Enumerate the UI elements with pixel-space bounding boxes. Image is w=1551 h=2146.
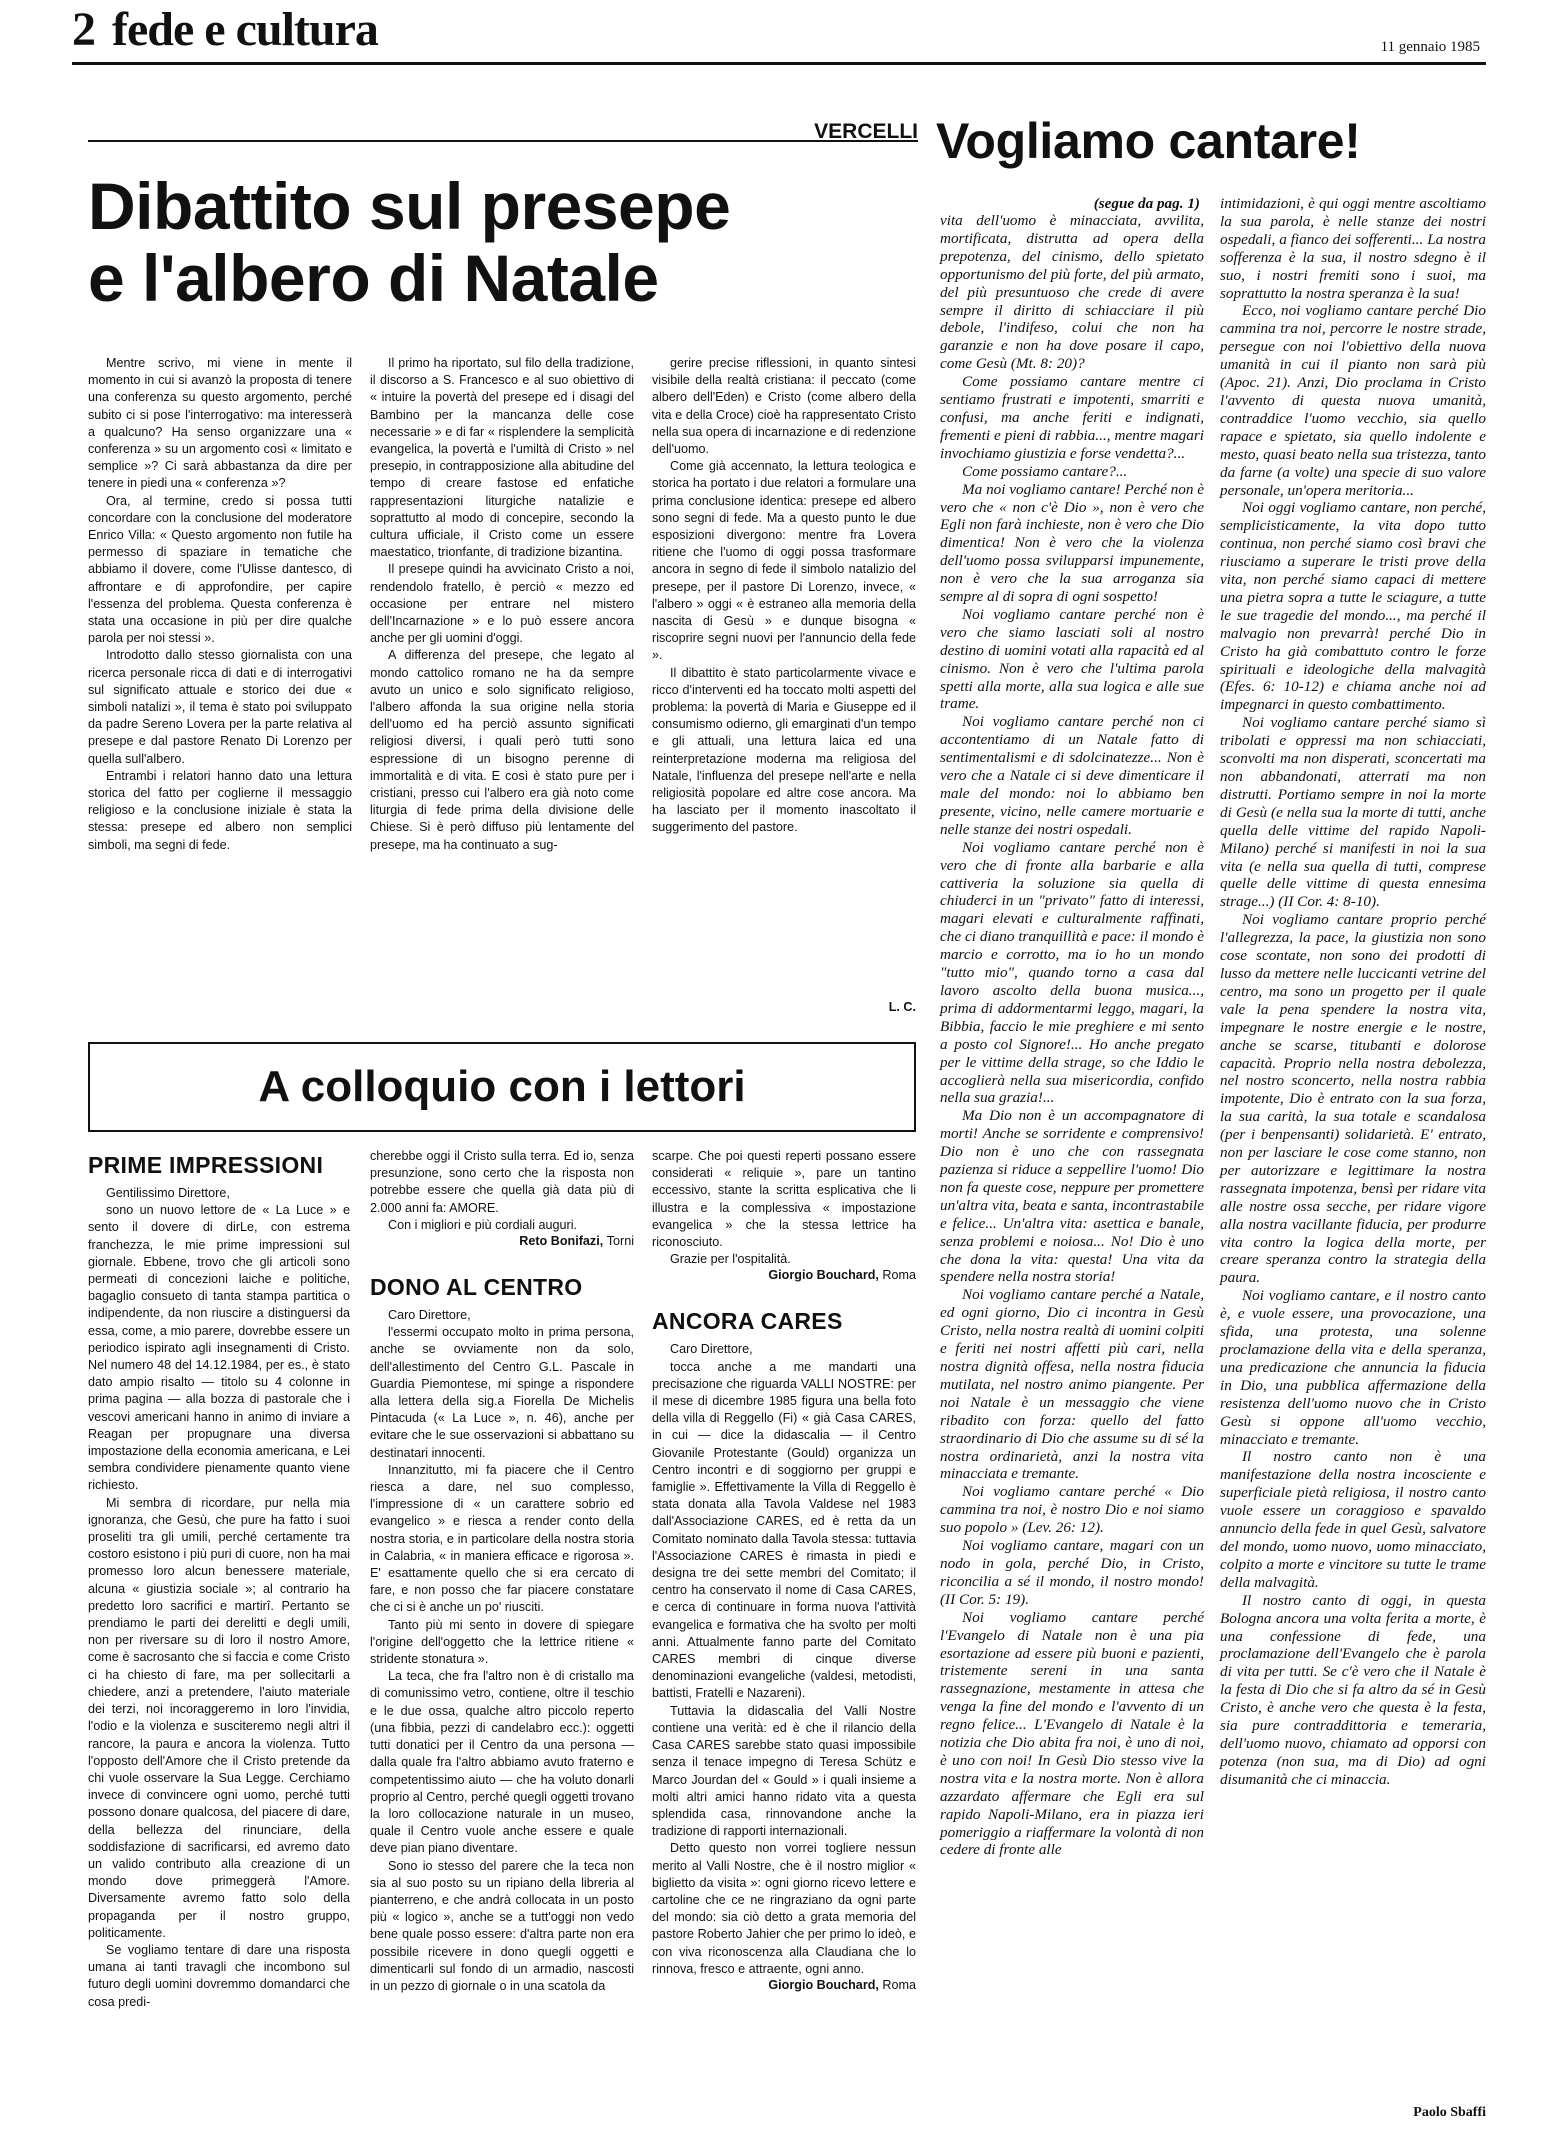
paragraph: Ecco, noi vogliamo cantare perché Dio cammina tra noi, percorre le nostre strade, persegue con noi l'obiettivo della nuova umanità in cui il pianto non sarà più (Apoc. 21). Anzi, Dio proclama in Cristo l'avvento di questa nuova umanità, contraddice l'uomo vecchio, sia quello rapace e spietato, sia quello indolente e mesto, quasi beato nella sua tristezza, tanto da farne (a volte) una specie di suo valore personale, un'opera meritoria...: [1220, 302, 1486, 499]
issue-date: 11 gennaio 1985: [1380, 39, 1480, 55]
paragraph: La teca, che fra l'altro non è di cristallo ma di comunissimo vetro, contiene, oltre il teschio e le due ossa, qualche altro piccolo reperto (una fibbia, pezzi di candelabro ecc.): oggetti tutti donatici per il Centro da una persona — dalla quale fra l'altro abbiamo avuto fraterno e competentissimo aiuto — che ha voluto donarli proprio al Centro, perché quegli oggetti trovano la loro collocazione naturale in un museo, quale il Centro vuole anche essere e quale deve pian piano diventare.: [370, 1669, 634, 1856]
paragraph: Introdotto dallo stesso giornalista con una ricerca personale ricca di dati e di interrogativi sul significato attuale e storico dei due « simboli natalizi », il tema è stato poi sviluppato da padre Sereno Lovera per la parte relativa al presepe e dal pastore Renato Di Lorenzo per quella sull'albero.: [88, 648, 352, 766]
paragraph: Noi vogliamo cantare perché non ci accontentiamo di un Natale fatto di sentimentalismi e di sdolcinatezze... Non è vero che a Natale ci si deve dimenticare il male del mondo: noi lo abbiamo ben presente, vicino, nelle camere mortuarie e nelle stanze dei nostri ospedali.: [940, 713, 1204, 838]
salutation: Gentilissimo Direttore,: [106, 1186, 230, 1200]
paragraph: sono un nuovo lettore de « La Luce » e sento il dovere di dirLe, con estrema franchezza, le mie prime impressioni sul giornale. Ebbene, trovo che gli articoli sono permeati di concezioni laiche e politiche, bagaglio consueto di tanta stampa partitica o indipendente, da non riuscire a distinguersi da essa, come, a mio parere, dovrebbe essere un periodico ispirato agli insegnamenti di Cristo. Nel numero 48 del 14.12.1984, per es., è stato dato ampio risalto — titolo su 4 colonne in prima pagina — alla bozza di pastorale che i vescovi americani hanno in animo di inviare a Reagan per propugnare una diversa impostazione della economia americana, e Lei sembra condividere pienamente quanto viene richiesto.: [88, 1203, 350, 1493]
paragraph: Il dibattito è stato particolarmente vivace e ricco d'interventi ed ha toccato molti aspetti del problema: la povertà di Maria e Giuseppe ed il consumismo odierno, gli emarginati d'un tempo e gli attuali, una lettura laica ed una reinterpretazione moderna ma religiosa del Natale, l'influenza del presepe nell'arte e nella religiosità popolare ed altre cose ancora. Ma ha lasciato per il momento inascoltato il suggerimento del pastore.: [652, 665, 916, 835]
paragraph: Sono io stesso del parere che la teca non sia al suo posto su un ripiano della libreria al pianterreno, e che andrà collocata in un posto più « logico », anche se a tutt'oggi non vedo bene quale posso essere: d'altra parte non era possibile ricevere in dono quegli oggetti e dimenticarli sul fondo di un armadio, nascosti in un pezzo di giornale o in una scatola da: [370, 1858, 634, 1993]
paragraph: Con i migliori e più cordiali auguri.: [388, 1217, 577, 1232]
paragraph: Grazie per l'ospitalità.: [670, 1252, 791, 1267]
paragraph: Noi vogliamo cantare perché siamo sì tribolati e oppressi ma non schiacciati, sconvolti ma non disperati, sconcertati ma non abbandonati, atterrati ma non distrutti. Portiamo sempre in noi la morte di Gesù (e nella sua la morte di tutti, anche quella delle vittime del rapido Napoli-Milano) perché si manifesti in noi la sua vita (e nella sua quella di tutti, comprese quelle delle vittime di questa ennesima strage...) (II Cor. 4: 8-10).: [1220, 714, 1486, 911]
section-heading: PRIME IMPRESSIONI: [88, 1152, 324, 1178]
article-column-1: [88, 355, 352, 854]
signature-city: Roma: [882, 1977, 916, 1992]
paragraph: Noi vogliamo cantare perché non è vero che di fronte alla barbarie e alla cattiveria la soluzione sia quella di chiuderci in un "privato" fatto di interessi, magari elevati e culturalmente raffinati, che ci diano tranquillità e pace: il mondo è marcio e corrotto, ma io ho un mondo "tutto mio", quando torno a casa dal lavoro ascolto della buona musica..., prima di addormentarmi leggo, magari, la Bibbia, faccio le mie preghiere e mi sento a posto col Signore!... Ho anche pregato per le vittime della strage, so che Iddio le accoglierà nella sua misericordia, confido nella sua grazia!...: [940, 838, 1204, 1107]
section-title: fede e cultura: [112, 3, 378, 56]
paragraph: Tanto più mi sento in dovere di spiegare l'origine dell'oggetto che la lettrice ritiene « stridente stonatura ».: [370, 1617, 634, 1667]
letter-body: [370, 1148, 634, 1234]
letter-body: [652, 1341, 916, 1978]
paragraph: Noi vogliamo cantare, magari con un nodo in gola, perché Dio, in Cristo, riconcilia a sé il mondo, il nostro mondo! (II Cor. 5: 19).: [940, 1537, 1204, 1608]
paragraph: A differenza del presepe, che legato al mondo cattolico romano ne ha da sempre avuto un unico e solo significato religioso, l'albero affonda la sua origine nella storia dell'uomo ed ha perciò assunto significati religiosi diversi, i quali però tutti sono espressione di un bisogno perenne di immortalità e di vita. E così è stato pure per i cristiani, presso cui l'albero era già noto come liturgia di fede prima della divisione delle Chiese. Si è però diffuso più lentamente del presepe, ma ha continuato a sug-: [370, 648, 634, 852]
article-column-3: [652, 355, 916, 837]
paragraph: Noi vogliamo cantare perché non è vero che siamo lasciati soli al nostro destino di uomini votati alla rapacità ed al cinismo. Non è vero che l'ultima parola spetti alla morte, alla sua logica e alle sue trame.: [940, 605, 1204, 713]
paragraph: Noi vogliamo cantare perché l'Evangelo di Natale non è una pia esortazione ad essere più buoni e pazienti, tristemente sereni in una santa rassegnazione, mestamente in attesa che venga la fine del mondo e l'avvento di un regno felice... L'Evangelo di Natale è la notizia che Dio abita fra noi, è uno di noi, è uno con noi! In Gesù Dio stesso vive la nostra vita e la nostra morte. Non è allora azzardato affermare che Egli era sul rapido Napoli-Milano, era in piazza ieri pomeriggio a riaffermare la volontà di non cedere di fronte alle: [940, 1608, 1204, 1859]
paragraph: l'essermi occupato molto in prima persona, anche se ovviamente non da solo, dell'allestimento del Centro G.L. Pascale in Guardia Piemontese, mi spinge a rispondere alla lettera della sig.a Fiorella De Michelis Pintacuda (« La Luce », n. 46), anche per evitare che le sue osservazioni si abbattano su destinatari innocenti.: [370, 1325, 634, 1460]
paragraph: Come già accennato, la lettura teologica e storica ha portato i due relatori a formulare una prima conclusione identica: presepe ed albero sono segni di fede. Ma a questo punto le due esposizioni divergono: mentre fra Lovera ritiene che l'uomo di oggi possa trasformare ancora in segno di fede il simbolo natalizio del presepe, per il pastore Di Lorenzo, invece, « l'albero » oggi « è estraneo alla memoria della nascita di Gesù » e dunque bisogna « riscoprire segni nuovi per l'annuncio della fede ».: [652, 459, 916, 663]
paragraph: Detto questo non vorrei togliere nessun merito al Valli Nostre, che è il nostro miglior « biglietto da visita »: ogni giorno ricevo lettere e cartoline che ce ne ringraziano da ogni parte del mondo: sia ciò detto a grata memoria del pastore Roberto Jahier che per primo lo ideò, e con viva riconoscenza alla Claudiana che lo rinnova, fresco e attraente, ogni anno.: [652, 1841, 916, 1976]
paragraph: Il nostro canto di oggi, in questa Bologna ancora una volta ferita a morte, è una confessione di fede, una proclamazione dell'Evangelo che è parola di vita per tutti. Se c'è vero che il Natale è la festa di Dio che si fa altro da sé in Gesù Cristo, è anche vero che questa è la festa, sia pure contraddittoria e temeraria, dell'uomo nuovo, chiamato ad opporsi con potenza (non sua, ma di Dio) ad ogni disumanità che ci minaccia.: [1220, 1591, 1486, 1788]
article-top-rule: [88, 140, 918, 142]
continued-note: (segue da pag. 1): [1093, 195, 1200, 212]
page-number: 2: [72, 3, 96, 56]
signature-city: Torni: [606, 1234, 634, 1249]
paragraph: Il primo ha riportato, sul filo della tradizione, il discorso a S. Francesco e al suo obiettivo di « intuire la povertà del presepe ed i disagi del Bambino per la mancanza delle cose necessarie » e di far « risplendere la semplicità evangelica, la povertà e l'umiltà di Cristo » nel presepio, in contrapposizione alla abitudine del tempo di creare fastose ed enfatiche rappresentazioni liturgiche natalizie e soprattutto al modo di concepire, secondo la cultura ufficiale, il Cristo come un essere maestatico, trionfante, di tradizione bizantina.: [370, 356, 634, 560]
article-title-line2: e l'albero di Natale: [88, 241, 659, 315]
paragraph: Ora, al termine, credo si possa tutti concordare con la conclusione del moderatore Enrico Villa: « Questo argomento non futile ha permesso di spaziare in tematiche che abbiamo il dovere, come l'Ulisse dantesco, di affrontare e di approfondire, per capire l'essenza del problema. Questa conferenza è stata una occasione in più per dire qualche parola per noi stessi ».: [88, 493, 352, 646]
paragraph: gerire precise riflessioni, in quanto sintesi visibile della realtà cristiana: il peccato (come albero dell'Eden) e Cristo (come albero della vita e della Croce) cioè ha rappresentato Cristo nella sua opera di incarnazione e di redenzione dell'uomo.: [652, 356, 916, 457]
paragraph: Noi oggi vogliamo cantare, non perché, semplicisticamente, la vita dopo tutto continua, non perché siamo così bravi che riusciamo a superare le tristi prove della vita, non perché siamo capaci di mettere una pietra sopra a tutte le sciagure, a tutte le sue tragedie del mondo..., ma perché il malvagio non prevarrà! perché Dio in Cristo ha già combattuto contro le forze spirituali e ideologiche della malvagità (Efes. 6: 10-12) e chiama anche noi ad impegnarci in questo combattimento.: [1220, 499, 1486, 714]
signature-name: Giorgio Bouchard: [768, 1268, 876, 1283]
paragraph: cherebbe oggi il Cristo sulla terra. Ed io, senza presunzione, sono certo che la risposta non potrebbe essere che quella già data più di 2.000 anni fa: AMORE.: [370, 1149, 634, 1215]
signature-name: Reto Bonifazi: [519, 1234, 600, 1249]
letter-signature: Giorgio Bouchard, Roma: [768, 1268, 916, 1283]
paragraph: Ma noi vogliamo cantare! Perché non è vero che « non c'è Dio », non è vero che Egli non farà inchieste, non è vero che Dio dimentica! Non è vero che la violenza dell'uomo possa svilupparsi impunemente, non è vero che la sua arroganza sia sempre al di sopra di ogni sospetto!: [940, 480, 1204, 606]
paragraph: Come possiamo cantare mentre ci sentiamo frustrati e impotenti, smarriti e confusi, ma anche feriti e indignati, frementi e pieni di rabbia..., mentre magari invochiamo giustizia e forse vendetta?...: [940, 373, 1204, 462]
right-article-title: Vogliamo cantare!: [936, 113, 1361, 169]
letters-column-1: [88, 1152, 350, 2011]
paragraph: Innanzitutto, mi fa piacere che il Centro riesca a dare, nel suo complesso, l'impressione di « un carattere sobrio ed evangelico » e riesca a render conto della nostra storia, e in particolare della nostra storia in Calabria, « in maniera efficace e rigorosa ». E' esattamente quello che si era cercato di fare, e non posso che far piacere constatare che ci si è anche un po' riusciti.: [370, 1462, 634, 1615]
paragraph: Noi vogliamo cantare proprio perché l'allegrezza, la pace, la giustizia non sono cose scontate, non sono dei prodotti di lusso da mettere nelle luccicanti vetrine del centro, ma sono un progetto per il quale vale la pena spendere la nostra vita, impegnare le nostre energie e le nostre, anche se scarse, titubanti e dolorose capacità. Proprio nella nostra debolezza, nel nostro sconcerto, nella nostra rabbia impotente, Dio è entrato con la sua forza, la sua carità, la sua totale e scandalosa (per i benpensanti) solidarietà. E' entrato, non per lasciare le cose come stanno, non per autorizzare e legittimare la nostra rassegnata impotenza, bensì per ridare vita alle nostre ossa secche, per ridare vigore alla nostra vacillante fiducia, per produrre vita contro la logica della morte, per creare speranza contro la strategia della paura.: [1220, 911, 1486, 1287]
article-title: [88, 170, 908, 314]
letter-body: [88, 1185, 350, 2011]
signature-name: Giorgio Bouchard: [768, 1977, 876, 1992]
paragraph: Noi vogliamo cantare perché « Dio cammina tra noi, è nostro Dio e noi siamo suo popolo » (Lev. 26: 12).: [940, 1483, 1204, 1537]
letters-banner: [88, 1042, 916, 1132]
article-signature: L. C.: [888, 1000, 916, 1014]
paragraph: Mi sembra di ricordare, pur nella mia ignoranza, che Gesù, che pure ha fatto i suoi proseliti tra gli umili, perché certamente tra costoro esistono i più puri di cuore, non ha mai promesso loro alcun benessere materiale, alcuna « giustizia sociale »; al contrario ha predetto loro sacrifici e martirî. Pertanto se prendiamo le parti dei derelitti e degli umili, non per riversare su di loro il nostro Amore, come è sacrosanto che si faccia e come Cristo ci ha chiesto di fare, ma per sollecitarli a chiedere, anzi a pretendere, l'aiuto materiale dei terzi, noi incoraggeremo in loro l'invidia, l'odio e la violenza e susciteremo negli altri il rancore, la paura e ancora la violenza. Tutto l'opposto dell'Amore che il Cristo pretende da chi vuole osservare la Sua Legge. Cerchiamo invece di convincere ogni uomo, perché tutti possono donare qualcosa, del piacere di dare, della bellezza del rinunciare, della soddisfazione di sacrificarsi, ed avremo dato un valido contributo alla creazione di un mondo dove primeggerà l'Amore. Diversamente avremo fatto solo della propaganda per il nostro gruppo, politicamente.: [88, 1495, 350, 1940]
paragraph: tocca anche a me mandarti una precisazione che riguarda VALLI NOSTRE: per il mese di dicembre 1985 figura una bella foto della villa di Reggello (Fi) « già Casa CARES, in cui — dice la didascalia — il Centro Giovanile Protestante (Gould) organizza un Centro incontri e di soggiorno per gruppi e famiglie ». Effettivamente la Villa di Reggello è stata donata alla Tavola Valdese nel 1983 dall'Associazione CARES, ed è retta da un Comitato nominato dalla Tavola stessa: tuttavia l'Associazione CARES è rimasta in piedi e designa tre dei sette membri del Comitato; il centro ha conservato il nome di Casa CARES, e cerca di continuare in forma nuova l'attività evangelica e formativa che ha svolto per molti anni. Attualmente fanno parte del Comitato CARES membri di cinque diverse denominazioni evangeliche (valdesi, metodisti, battisti, Fratelli e Nazareni).: [652, 1359, 916, 1701]
paragraph: Se vogliamo tentare di dare una risposta umana ai tanti travagli che incombono sul futuro degli uomini dovremmo domandarci che cosa predi-: [88, 1942, 350, 2009]
paragraph: Il nostro canto non è una manifestazione della nostra incosciente e superficiale pietà religiosa, il nostro canto vuole essere un coraggioso e spavaldo annuncio della fede in quel Gesù, salvatore del mondo, uomo nuovo, uomo minacciato, colpito a morte e vincitore su tutte le trame della malvagità.: [1220, 1448, 1486, 1591]
kicker-vercelli: VERCELLI: [814, 120, 918, 143]
paragraph: Noi vogliamo cantare, e il nostro canto è, e vuole essere, una provocazione, una sfida, una protesta, una solenne proclamazione della vita e della speranza, una predicazione che annuncia la fiducia in Dio, una pubblica affermazione della resistenza dell'uomo nuovo che in Cristo Gesù si oppone all'uomo vecchio, minacciato e tremante.: [1220, 1287, 1486, 1448]
article-column-2: [370, 355, 634, 854]
paragraph: scarpe. Che poi questi reperti possano essere considerati « reliquie », pare un tantino eccessivo, stante la scritta esplicativa che li illustra e la complessiva « impostazione evangelica » che la stessa lettrice ha riconosciuto.: [652, 1149, 916, 1250]
salutation: Caro Direttore,: [670, 1342, 753, 1357]
paragraph: intimidazioni, è qui oggi mentre ascoltiamo la sua parola, è nelle stanze dei nostri ospedali, a fianco dei sofferenti... La nostra sofferenza è la sua, il nostro sdegno è il suo, i nostri fremiti sono i suoi, ma soprattutto la nostra speranza è la sua!: [1220, 195, 1486, 302]
paragraph: Come possiamo cantare?...: [962, 462, 1128, 480]
right-column-2: [1220, 195, 1486, 1789]
letter-body: [652, 1148, 916, 1268]
paragraph: Tuttavia la didascalia del Valli Nostre contiene una verità: ed è che il rilancio della Casa CARES sarebbe stato quasi impossibile senza il tenace impegno di Teresa Schütz e Marco Jourdan del « Gould » i quali insieme a molti altri amici hanno ridato vita a questa splendida casa, rinnovandone anche la tradizione di rapporti internazionali.: [652, 1703, 916, 1839]
paragraph: Il presepe quindi ha avvicinato Cristo a noi, rendendolo fratello, è perciò « mezzo ed occasione per entrare nel mistero dell'Incarnazione » e lo può essere ancora anche per gli uomini d'oggi.: [370, 562, 634, 646]
letters-column-2: [370, 1148, 634, 1995]
paragraph: vita dell'uomo è minacciata, avvilita, mortificata, distrutta ad opera della prepotenza, del cinismo, dello spietato opportunismo del più forte, del più armato, del più presuntuoso che crede di avere sempre il diritto di schiacciare il più debole, l'indifeso, colui che non ha garanzie e non ha dove posare il capo, come Gesù (Mt. 8: 20)?: [940, 212, 1204, 373]
signature-city: Roma: [882, 1268, 916, 1283]
salutation: Caro Direttore,: [388, 1308, 471, 1323]
masthead-rule: [72, 62, 1486, 65]
letter-signature: Reto Bonifazi, Torni: [519, 1234, 634, 1249]
letters-column-3: [652, 1148, 916, 1992]
letter-body: [370, 1307, 634, 1995]
section-heading: DONO AL CENTRO: [370, 1274, 583, 1301]
letter-signature: Giorgio Bouchard, Roma: [768, 1977, 916, 1992]
article-title-line1: Dibattito sul presepe: [88, 169, 731, 243]
paragraph: Entrambi i relatori hanno dato una lettura storica del fatto per coglierne il messaggio religioso e la conclusione iniziale è stata la stessa: presepe ed albero non semplici simboli, ma segni di fede.: [88, 768, 352, 852]
letters-banner-title: A colloquio con i lettori: [258, 1062, 746, 1111]
paragraph: Mentre scrivo, mi viene in mente il momento in cui si avanzò la proposta di tenere una conferenza su questo argomento, perché subito ci si pose l'interrogativo: ma interesserà a qualcuno? Ha senso organizzare una « conferenza » su un argomento così « limitato e semplice »? Ci sarà abbastanza da dire per tenere in piedi una « conferenza »?: [88, 356, 352, 491]
section-heading: ANCORA CARES: [652, 1308, 843, 1335]
right-column-1: [940, 212, 1204, 1859]
paragraph: Noi vogliamo cantare perché a Natale, ed ogni giorno, Dio ci incontra in Gesù Cristo, nella nostra realtà di uomini colpiti e feriti nei nostri affetti più cari, nella nostra dignità offesa, nella nostra fiducia mutilata, nel nostro animo piangente. Per noi Natale è un messaggio che viene ribadito con forza: quello del fatto straordinario di Dio che assume su di sé la nostra ordinarietà, anzi la nostra vita minacciata e tremante.: [940, 1286, 1204, 1483]
right-article-signature: Paolo Sbaffi: [1413, 2105, 1486, 2120]
paragraph: Ma Dio non è un accompagnatore di morti! Anche se sorridente e comprensivo! Dio non è uno che con rassegnata pazienza si riduce a seppellire l'uomo! Dio non fa queste cose, neppure per promettere un'altra vita, beata e santa, incontrastabile e felice... Un'altra vita: asettica e banale, senza problemi e noiosa... No! Dio è uno che dona la vita: questa! Una vita da spendere nella nostra storia!: [940, 1107, 1204, 1286]
